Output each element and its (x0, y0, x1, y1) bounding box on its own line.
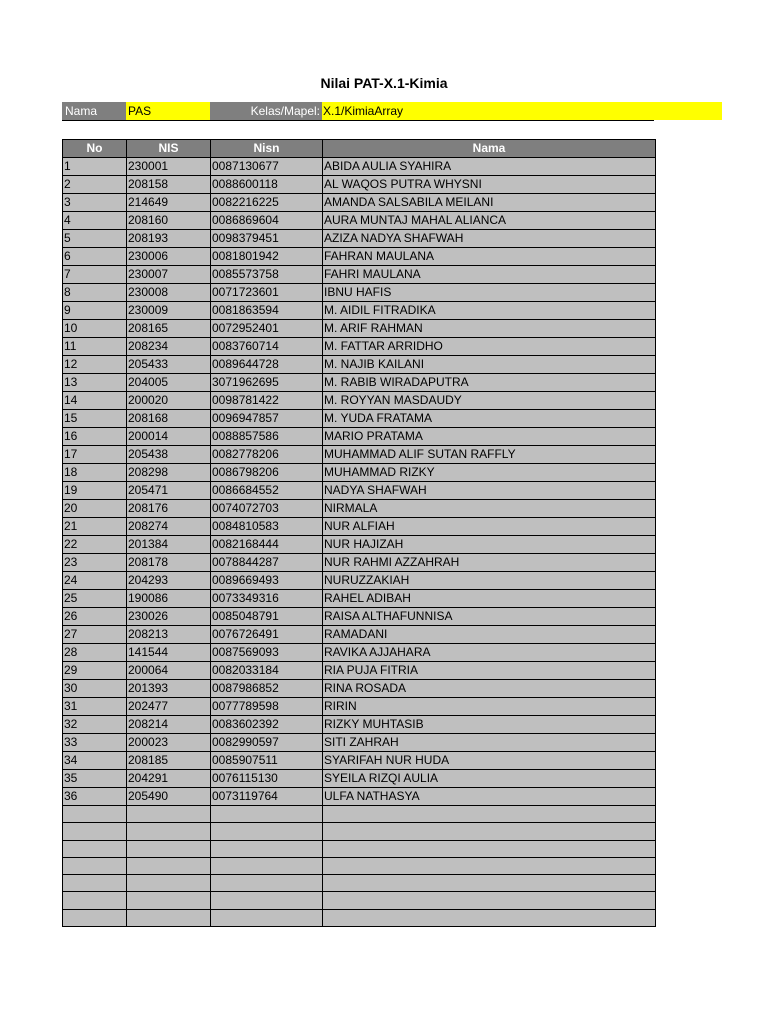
table-row (63, 716, 656, 734)
cell-nis[interactable]: 205433 (127, 356, 211, 374)
cell-nisn[interactable]: 0083602392 (211, 716, 323, 734)
cell-nama[interactable]: RIA PUJA FITRIA (323, 662, 656, 680)
cell-nis[interactable] (127, 857, 211, 874)
cell-nisn[interactable]: 0081801942 (211, 248, 323, 266)
cell-nis[interactable]: 204291 (127, 770, 211, 788)
table-row (63, 572, 656, 590)
table-row (63, 482, 656, 500)
table-row (63, 590, 656, 608)
cell-nisn[interactable]: 0085573758 (211, 266, 323, 284)
cell-no[interactable]: 13 (63, 374, 127, 392)
cell-nama[interactable]: NURUZZAKIAH (323, 572, 656, 590)
cell-nisn[interactable]: 0088600118 (211, 176, 323, 194)
cell-no[interactable]: 33 (63, 734, 127, 752)
cell-nama[interactable] (323, 840, 656, 857)
cell-nisn[interactable]: 0096947857 (211, 410, 323, 428)
cell-nisn[interactable]: 0082778206 (211, 446, 323, 464)
cell-nisn[interactable] (211, 806, 323, 823)
cell-nis[interactable]: 200023 (127, 734, 211, 752)
cell-nisn[interactable]: 0086869604 (211, 212, 323, 230)
cell-nisn[interactable]: 0076726491 (211, 626, 323, 644)
cell-nisn[interactable]: 0082168444 (211, 536, 323, 554)
cell-no[interactable]: 34 (63, 752, 127, 770)
table-row (63, 892, 656, 909)
cell-nama[interactable]: SYARIFAH NUR HUDA (323, 752, 656, 770)
cell-nisn[interactable]: 0085907511 (211, 752, 323, 770)
cell-nama[interactable]: IBNU HAFIS (323, 284, 656, 302)
cell-nis[interactable]: 208213 (127, 626, 211, 644)
cell-nisn[interactable]: 0081863594 (211, 302, 323, 320)
cell-nama[interactable]: RAHEL ADIBAH (323, 590, 656, 608)
cell-nisn[interactable]: 3071962695 (211, 374, 323, 392)
page-title: Nilai PAT-X.1-Kimia (320, 75, 448, 91)
cell-no[interactable]: 11 (63, 338, 127, 356)
cell-no[interactable] (63, 875, 127, 892)
table-row (63, 734, 656, 752)
table-row (63, 840, 656, 857)
cell-nisn[interactable]: 0074072703 (211, 500, 323, 518)
cell-no[interactable]: 23 (63, 554, 127, 572)
cell-nama[interactable]: AZIZA NADYA SHAFWAH (323, 230, 656, 248)
cell-nisn[interactable]: 0076115130 (211, 770, 323, 788)
cell-nama[interactable] (323, 909, 656, 926)
cell-nis[interactable]: 201384 (127, 536, 211, 554)
cell-nis[interactable] (127, 875, 211, 892)
cell-nama[interactable]: AMANDA SALSABILA MEILANI (323, 194, 656, 212)
cell-no[interactable]: 27 (63, 626, 127, 644)
table-body (63, 158, 656, 927)
cell-nis[interactable]: 200020 (127, 392, 211, 410)
cell-nama[interactable]: NUR HAJIZAH (323, 536, 656, 554)
cell-nis[interactable]: 204293 (127, 572, 211, 590)
table-row (63, 428, 656, 446)
cell-nisn[interactable]: 0072952401 (211, 320, 323, 338)
cell-nisn[interactable]: 0082216225 (211, 194, 323, 212)
cell-nama[interactable] (323, 806, 656, 823)
cell-nama[interactable] (323, 892, 656, 909)
table-row (63, 608, 656, 626)
cell-nisn[interactable]: 0073349316 (211, 590, 323, 608)
table-row (63, 194, 656, 212)
cell-nama[interactable]: M. ROYYAN MASDAUDY (323, 392, 656, 410)
cell-nis[interactable]: 141544 (127, 644, 211, 662)
cell-nisn[interactable]: 0071723601 (211, 284, 323, 302)
cell-nama[interactable]: M. NAJIB KAILANI (323, 356, 656, 374)
header-nis: NIS (127, 140, 211, 158)
cell-nama[interactable]: FAHRI MAULANA (323, 266, 656, 284)
cell-nis[interactable]: 208176 (127, 500, 211, 518)
cell-nama[interactable]: NUR RAHMI AZZAHRAH (323, 554, 656, 572)
table-row (63, 857, 656, 874)
cell-nisn[interactable] (211, 823, 323, 840)
cell-nis[interactable]: 190086 (127, 590, 211, 608)
cell-no[interactable]: 26 (63, 608, 127, 626)
table-row (63, 806, 656, 823)
cell-nisn[interactable]: 0082033184 (211, 662, 323, 680)
table-row (63, 446, 656, 464)
kelas-mapel-label: Kelas/Mapel: (210, 102, 322, 120)
cell-no[interactable]: 25 (63, 590, 127, 608)
cell-nisn[interactable]: 0078844287 (211, 554, 323, 572)
cell-nis[interactable] (127, 806, 211, 823)
table-row (63, 518, 656, 536)
cell-nisn[interactable]: 0086684552 (211, 482, 323, 500)
cell-nisn[interactable] (211, 840, 323, 857)
table-row (63, 302, 656, 320)
cell-no[interactable]: 6 (63, 248, 127, 266)
cell-nis[interactable]: 208160 (127, 212, 211, 230)
cell-no[interactable]: 21 (63, 518, 127, 536)
table-row (63, 320, 656, 338)
cell-no[interactable]: 20 (63, 500, 127, 518)
cell-no[interactable] (63, 840, 127, 857)
cell-no[interactable]: 31 (63, 698, 127, 716)
cell-no[interactable] (63, 892, 127, 909)
cell-nama[interactable]: RIRIN (323, 698, 656, 716)
table-row (63, 392, 656, 410)
table-row (63, 284, 656, 302)
cell-no[interactable] (63, 806, 127, 823)
table-row (63, 266, 656, 284)
cell-no[interactable]: 17 (63, 446, 127, 464)
cell-no[interactable]: 12 (63, 356, 127, 374)
cell-nis[interactable]: 208158 (127, 176, 211, 194)
cell-no[interactable]: 32 (63, 716, 127, 734)
cell-no[interactable]: 15 (63, 410, 127, 428)
cell-no[interactable]: 36 (63, 788, 127, 806)
cell-nisn[interactable]: 0085048791 (211, 608, 323, 626)
cell-nama[interactable]: NIRMALA (323, 500, 656, 518)
cell-nisn[interactable] (211, 875, 323, 892)
cell-nis[interactable] (127, 840, 211, 857)
cell-nama[interactable]: AL WAQOS PUTRA WHYSNI (323, 176, 656, 194)
table-row (63, 410, 656, 428)
cell-nama[interactable]: NUR ALFIAH (323, 518, 656, 536)
cell-nama[interactable]: SITI ZAHRAH (323, 734, 656, 752)
cell-nisn[interactable]: 0083760714 (211, 338, 323, 356)
cell-nisn[interactable]: 0087986852 (211, 680, 323, 698)
table-row (63, 626, 656, 644)
table-row (63, 752, 656, 770)
cell-nisn[interactable]: 0087569093 (211, 644, 323, 662)
cell-nis[interactable]: 205471 (127, 482, 211, 500)
table-header-row (63, 140, 656, 158)
table-row (63, 248, 656, 266)
cell-nisn[interactable]: 0087130677 (211, 158, 323, 176)
cell-nisn[interactable]: 0089669493 (211, 572, 323, 590)
cell-nama[interactable]: RINA ROSADA (323, 680, 656, 698)
cell-no[interactable]: 4 (63, 212, 127, 230)
cell-nis[interactable]: 230026 (127, 608, 211, 626)
cell-no[interactable]: 28 (63, 644, 127, 662)
cell-nisn[interactable] (211, 857, 323, 874)
cell-nis[interactable]: 208185 (127, 752, 211, 770)
table-row (63, 338, 656, 356)
cell-nisn[interactable]: 0089644728 (211, 356, 323, 374)
cell-nisn[interactable]: 0098781422 (211, 392, 323, 410)
cell-nama[interactable]: M. ARIF RAHMAN (323, 320, 656, 338)
table-row (63, 698, 656, 716)
cell-nis[interactable]: 202477 (127, 698, 211, 716)
cell-nama[interactable]: NADYA SHAFWAH (323, 482, 656, 500)
cell-no[interactable]: 30 (63, 680, 127, 698)
cell-nama[interactable] (323, 875, 656, 892)
table-row (63, 176, 656, 194)
table-row (63, 875, 656, 892)
cell-nis[interactable]: 208234 (127, 338, 211, 356)
table-row (63, 823, 656, 840)
cell-nisn[interactable] (211, 892, 323, 909)
cell-nisn[interactable] (211, 909, 323, 926)
cell-nama[interactable]: M. YUDA FRATAMA (323, 410, 656, 428)
cell-no[interactable]: 2 (63, 176, 127, 194)
cell-nisn[interactable]: 0084810583 (211, 518, 323, 536)
table-row (63, 212, 656, 230)
nama-value-cell[interactable]: PAS (126, 102, 210, 120)
cell-nama[interactable] (323, 857, 656, 874)
cell-nis[interactable]: 205490 (127, 788, 211, 806)
cell-nama[interactable]: AURA MUNTAJ MAHAL ALIANCA (323, 212, 656, 230)
table-row (63, 464, 656, 482)
cell-no[interactable]: 1 (63, 158, 127, 176)
table-row (63, 230, 656, 248)
cell-no[interactable]: 8 (63, 284, 127, 302)
header-nisn: Nisn (211, 140, 323, 158)
cell-nis[interactable]: 208274 (127, 518, 211, 536)
cell-nis[interactable] (127, 892, 211, 909)
cell-nisn[interactable]: 0088857586 (211, 428, 323, 446)
cell-no[interactable]: 22 (63, 536, 127, 554)
cell-nis[interactable] (127, 909, 211, 926)
cell-no[interactable]: 9 (63, 302, 127, 320)
cell-nisn[interactable]: 0098379451 (211, 230, 323, 248)
cell-nama[interactable]: RAISA ALTHAFUNNISA (323, 608, 656, 626)
cell-nis[interactable]: 230006 (127, 248, 211, 266)
header-no: No (63, 140, 127, 158)
cell-nis[interactable]: 208178 (127, 554, 211, 572)
cell-no[interactable]: 18 (63, 464, 127, 482)
cell-nama[interactable]: RAMADANI (323, 626, 656, 644)
cell-no[interactable]: 7 (63, 266, 127, 284)
cell-nis[interactable]: 230001 (127, 158, 211, 176)
cell-nis[interactable]: 208298 (127, 464, 211, 482)
cell-no[interactable]: 35 (63, 770, 127, 788)
cell-no[interactable] (63, 857, 127, 874)
cell-nama[interactable] (323, 823, 656, 840)
table-row (63, 536, 656, 554)
cell-nama[interactable]: M. FATTAR ARRIDHO (323, 338, 656, 356)
cell-nama[interactable]: MUHAMMAD RIZKY (323, 464, 656, 482)
cell-no[interactable]: 14 (63, 392, 127, 410)
cell-nama[interactable]: ABIDA AULIA SYAHIRA (323, 158, 656, 176)
kelas-mapel-value-cell[interactable]: X.1/KimiaArray (322, 102, 722, 120)
cell-no[interactable]: 10 (63, 320, 127, 338)
cell-nama[interactable]: MARIO PRATAMA (323, 428, 656, 446)
table-row (63, 909, 656, 926)
cell-nis[interactable]: 208165 (127, 320, 211, 338)
cell-nama[interactable]: RAVIKA AJJAHARA (323, 644, 656, 662)
cell-nis[interactable]: 230009 (127, 302, 211, 320)
cell-nis[interactable]: 208193 (127, 230, 211, 248)
cell-nis[interactable]: 214649 (127, 194, 211, 212)
cell-nama[interactable]: FAHRAN MAULANA (323, 248, 656, 266)
cell-no[interactable] (63, 823, 127, 840)
table-row (63, 500, 656, 518)
table-row (63, 374, 656, 392)
cell-nis[interactable]: 230007 (127, 266, 211, 284)
cell-nis[interactable]: 230008 (127, 284, 211, 302)
cell-no[interactable]: 5 (63, 230, 127, 248)
cell-nisn[interactable]: 0073119764 (211, 788, 323, 806)
cell-nis[interactable]: 200064 (127, 662, 211, 680)
cell-no[interactable]: 29 (63, 662, 127, 680)
cell-nis[interactable]: 208168 (127, 410, 211, 428)
table-row (63, 356, 656, 374)
cell-nis[interactable]: 208214 (127, 716, 211, 734)
cell-no[interactable]: 3 (63, 194, 127, 212)
cell-nama[interactable]: SYEILA RIZQI AULIA (323, 770, 656, 788)
cell-nisn[interactable]: 0082990597 (211, 734, 323, 752)
cell-nama[interactable]: RIZKY MUHTASIB (323, 716, 656, 734)
nama-label: Nama (62, 102, 126, 120)
cell-nis[interactable]: 200014 (127, 428, 211, 446)
cell-nama[interactable]: M. RABIB WIRADAPUTRA (323, 374, 656, 392)
cell-nama[interactable]: ULFA NATHASYA (323, 788, 656, 806)
table-row (63, 662, 656, 680)
cell-nis[interactable]: 205438 (127, 446, 211, 464)
table-row (63, 644, 656, 662)
cell-no[interactable]: 16 (63, 428, 127, 446)
student-table (62, 139, 656, 927)
cell-no[interactable]: 24 (63, 572, 127, 590)
cell-nis[interactable]: 204005 (127, 374, 211, 392)
cell-nama[interactable]: M. AIDIL FITRADIKA (323, 302, 656, 320)
table-row (63, 770, 656, 788)
cell-no[interactable]: 19 (63, 482, 127, 500)
table-row (63, 788, 656, 806)
cell-no[interactable] (63, 909, 127, 926)
table-row (63, 158, 656, 176)
cell-nama[interactable]: MUHAMMAD ALIF SUTAN RAFFLY (323, 446, 656, 464)
header-nama: Nama (323, 140, 656, 158)
table-row (63, 680, 656, 698)
table-row (63, 554, 656, 572)
info-divider (62, 120, 654, 121)
cell-nisn[interactable]: 0086798206 (211, 464, 323, 482)
cell-nis[interactable]: 201393 (127, 680, 211, 698)
cell-nis[interactable] (127, 823, 211, 840)
cell-nisn[interactable]: 0077789598 (211, 698, 323, 716)
